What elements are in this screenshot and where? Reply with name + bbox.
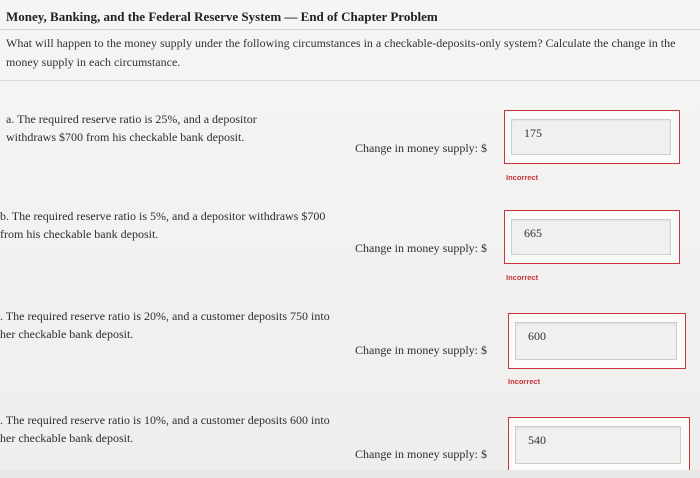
- part-d-answer-input[interactable]: [515, 426, 681, 464]
- part-d-answer-box: [508, 417, 690, 473]
- bottom-edge: [0, 470, 700, 478]
- page-title: Money, Banking, and the Federal Reserve System — End of Chapter Problem: [6, 9, 438, 24]
- part-a-answer-label: Change in money supply: $: [355, 141, 487, 155]
- part-b-answer-label: Change in money supply: $: [355, 241, 487, 255]
- problem-intro: What will happen to the money supply under the following circumstances in a checkable-deposits-only system? Calculate the change in the money supply in each circumstance.: [6, 36, 676, 69]
- part-c-question: . The required reserve ratio is 20%, and a customer deposits 750 into her checkable bank deposit.: [0, 309, 330, 341]
- part-c-answer-input[interactable]: [515, 322, 677, 360]
- part-b-answer-box: [504, 210, 680, 264]
- part-d-answer-value: 540: [528, 433, 546, 447]
- part-a-answer-box: [504, 110, 680, 164]
- part-b-answer-value: 665: [524, 226, 542, 240]
- part-d-answer-label: Change in money supply: $: [355, 447, 487, 461]
- part-a-question: a. The required reserve ratio is 25%, and a depositor withdraws $700 from his checkable bank deposit.: [6, 112, 257, 144]
- part-a-answer-input[interactable]: [511, 119, 671, 155]
- part-b-answer-input[interactable]: [511, 219, 671, 255]
- part-c-answer-box: [508, 313, 686, 369]
- part-a-feedback: Incorrect: [506, 173, 539, 182]
- part-b-question: b. The required reserve ratio is 5%, and a depositor withdraws $700 from his checkable bank deposit.: [0, 209, 326, 241]
- part-c-feedback: Incorrect: [508, 377, 541, 386]
- part-d-question: . The required reserve ratio is 10%, and a customer deposits 600 into her checkable bank deposit.: [0, 413, 330, 445]
- part-b-feedback: Incorrect: [506, 273, 539, 282]
- part-c-answer-value: 600: [528, 329, 546, 343]
- part-a-answer-value: 175: [524, 126, 542, 140]
- title-divider: [0, 29, 700, 30]
- section-divider: [0, 80, 700, 81]
- part-c-answer-label: Change in money supply: $: [355, 343, 487, 357]
